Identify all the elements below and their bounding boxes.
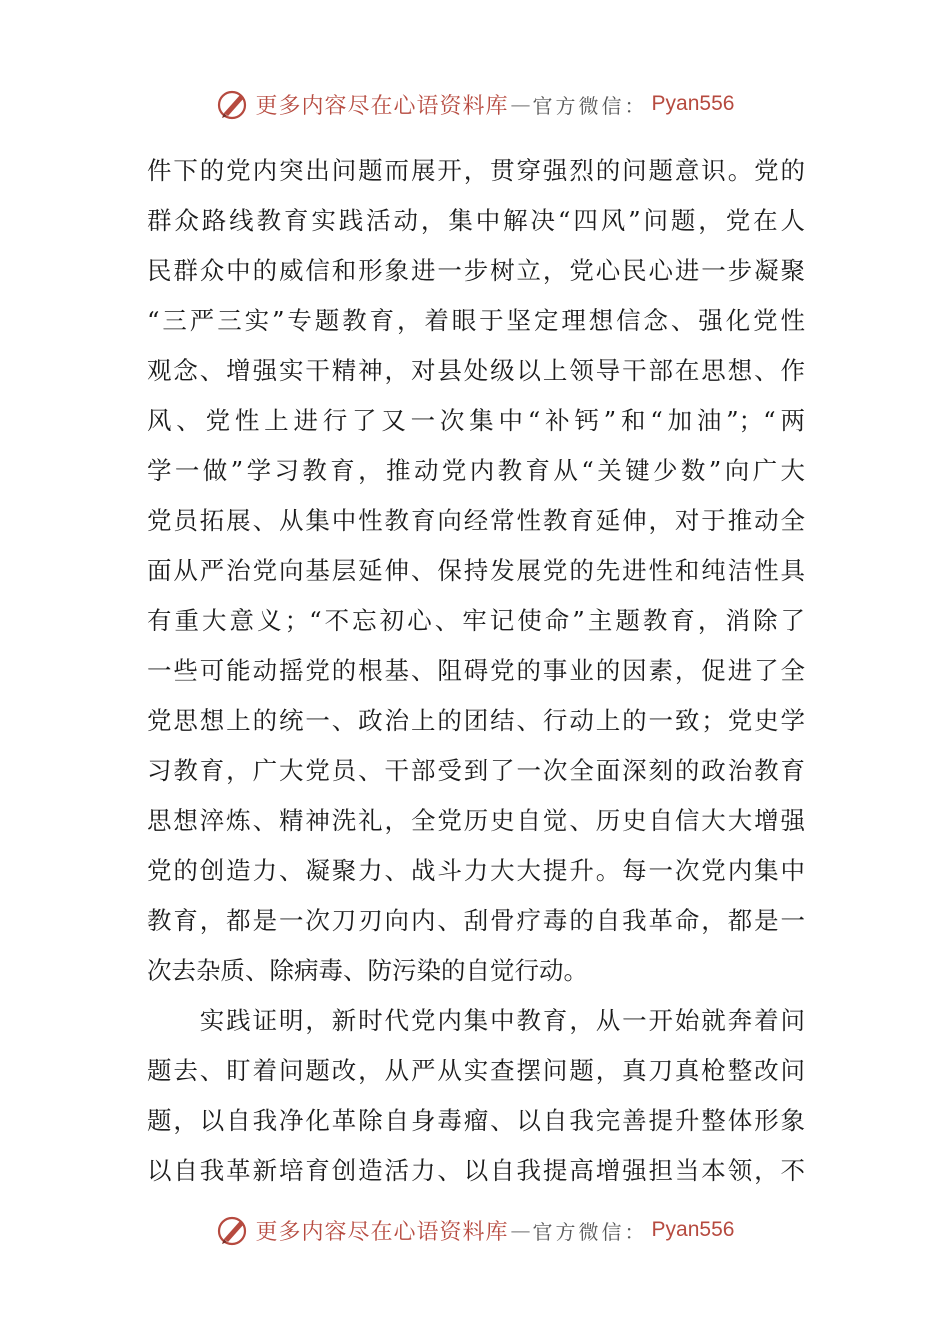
text-line: 观念、增强实干精神，对县处级以上领导干部在思想、作 (147, 356, 805, 385)
text-line: 题去、盯着问题改，从严从实查摆问题，真刀真枪整改问 (147, 1056, 805, 1085)
watermark-brand: 更多内容尽在心语资料库 (255, 1219, 509, 1245)
text-line: 党员拓展、从集中性教育向经常性教育延伸，对于推动全 (147, 506, 805, 535)
watermark-separator: — (510, 1218, 531, 1242)
watermark-wechat-label: 官方微信： (532, 1219, 648, 1244)
text-line: 题，以自我净化革除自身毒瘤、以自我完善提升整体形象 (147, 1106, 805, 1135)
text-line: 以自我革新培育创造活力、以自我提高增强担当本领，不 (147, 1156, 805, 1185)
text-line: “三严三实”专题教育，着眼于坚定理想信念、强化党性 (147, 306, 805, 335)
pen-logo-icon (216, 87, 250, 121)
watermark-separator: — (510, 92, 531, 116)
text-line: 学一做”学习教育，推动党内教育从“关键少数”向广大 (147, 456, 805, 485)
text-line: 教育，都是一次刀刃向内、刮骨疗毒的自我革命，都是一 (147, 906, 805, 935)
text-line: 党思想上的统一、政治上的团结、行动上的一致；党史学 (147, 706, 805, 735)
text-line: 次去杂质、除病毒、防污染的自觉行动。 (147, 956, 588, 985)
pen-logo-icon (216, 1213, 250, 1247)
text-line: 实践证明，新时代党内集中教育，从一开始就奔着问 (147, 1006, 805, 1035)
text-line: 风、党性上进行了又一次集中“补钙”和“加油”；“两 (147, 406, 805, 435)
watermark-wechat-id: Pyan556 (651, 92, 735, 115)
watermark-wechat-label: 官方微信： (532, 93, 648, 118)
text-line: 习教育，广大党员、干部受到了一次全面深刻的政治教育 (147, 756, 805, 785)
text-line: 面从严治党向基层延伸、保持发展党的先进性和纯洁性具 (147, 556, 805, 585)
footer-watermark (0, 1210, 950, 1250)
header-watermark (0, 84, 950, 124)
text-line: 件下的党内突出问题而展开，贯穿强烈的问题意识。党的 (147, 156, 805, 185)
document-body (147, 146, 805, 1196)
text-line: 有重大意义；“不忘初心、牢记使命”主题教育，消除了 (147, 606, 805, 635)
text-line: 思想淬炼、精神洗礼，全党历史自觉、历史自信大大增强 (147, 806, 805, 835)
watermark-wechat-id: Pyan556 (651, 1218, 735, 1241)
text-line: 一些可能动摇党的根基、阻碍党的事业的因素，促进了全 (147, 656, 805, 685)
watermark-brand: 更多内容尽在心语资料库 (255, 93, 509, 119)
text-line: 民群众中的威信和形象进一步树立，党心民心进一步凝聚 (147, 256, 805, 285)
text-line: 党的创造力、凝聚力、战斗力大大提升。每一次党内集中 (147, 856, 805, 885)
text-line: 群众路线教育实践活动，集中解决“四风”问题，党在人 (147, 206, 805, 235)
